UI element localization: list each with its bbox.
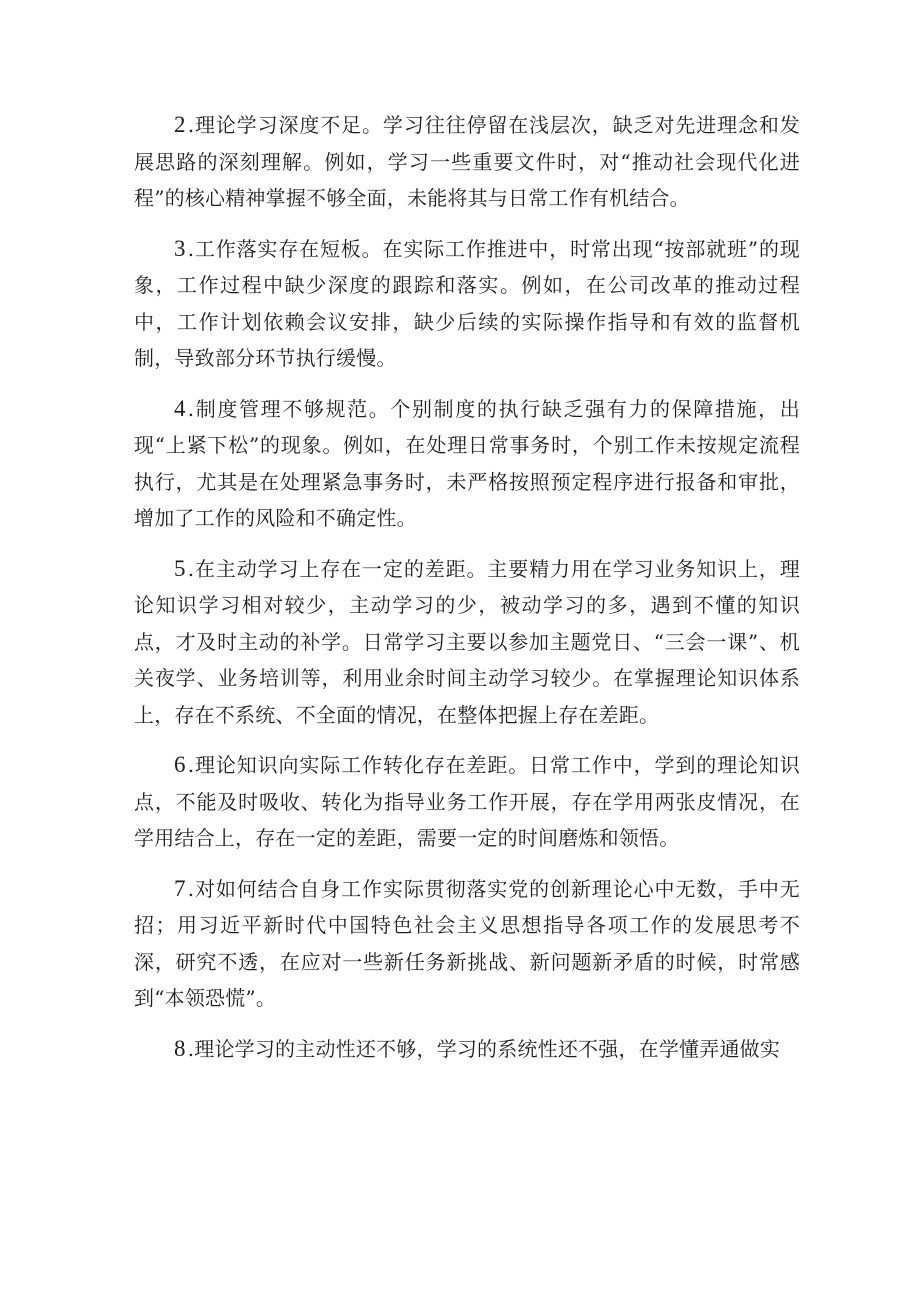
paragraph-7 [134, 871, 800, 1017]
paragraph-text: .理论学习深度不足。学习往往停留在浅层次，缺乏对先进理念和发展思路的深刻理解。例如，学习一些重要文件时，对“推动社会现代化进程”的核心精神掌握不够全面，未能将其与日常工作有机结合。 [134, 113, 800, 210]
paragraph-3 [134, 231, 800, 377]
paragraph-5 [134, 551, 800, 734]
paragraph-number: 5 [174, 555, 186, 581]
paragraph-8 [134, 1031, 800, 1068]
paragraph-text: .工作落实存在短板。在实际工作推进中，时常出现“按部就班”的现象，工作过程中缺少深度的跟踪和落实。例如，在公司改革的推动过程中，工作计划依赖会议安排，缺少后续的实际操作指导和有效的监督机制，导致部分环节执行缓慢。 [134, 236, 800, 370]
paragraph-number: 3 [174, 235, 186, 261]
paragraph-number: 8 [174, 1035, 186, 1061]
paragraph-text: .制度管理不够规范。个别制度的执行缺乏强有力的保障措施，出现“上紧下松”的现象。例如，在处理日常事务时，个别工作未按规定流程执行，尤其是在处理紧急事务时，未严格按照预定程序进行报备和审批，增加了工作的风险和不确定性。 [134, 396, 800, 530]
paragraph-number: 2 [174, 112, 186, 137]
paragraph-4 [134, 391, 800, 537]
paragraph-text: .对如何结合自身工作实际贯彻落实党的创新理论心中无数，手中无招；用习近平新时代中国特色社会主义思想指导各项工作的发展思考不深，研究不透，在应对一些新任务新挑战、新问题新矛盾的时候，时常感到“本领恐慌”。 [134, 876, 800, 1010]
paragraph-6 [134, 747, 800, 857]
paragraph-number: 7 [174, 875, 186, 901]
paragraph-text: .在主动学习上存在一定的差距。主要精力用在学习业务知识上，理论知识学习相对较少，主动学习的少，被动学习的多，遇到不懂的知识点，才及时主动的补学。日常学习主要以参加主题党日、“三会一课”、机关夜学、业务培训等，利用业余时间主动学习较少。在掌握理论知识体系上，存在不系统、不全面的情况，在整体把握上存在差距。 [134, 556, 800, 727]
paragraph-text: .理论学习的主动性还不够，学习的系统性还不强，在学懂弄通做实 [187, 1036, 781, 1061]
paragraph-text: .理论知识向实际工作转化存在差距。日常工作中，学到的理论知识点，不能及时吸收、转化为指导业务工作开展，存在学用两张皮情况，在学用结合上，存在一定的差距，需要一定的时间磨炼和领悟。 [134, 753, 800, 850]
document-body [134, 107, 800, 1081]
paragraph-2 [134, 107, 800, 217]
paragraph-number: 6 [174, 752, 186, 777]
paragraph-number: 4 [174, 395, 186, 421]
